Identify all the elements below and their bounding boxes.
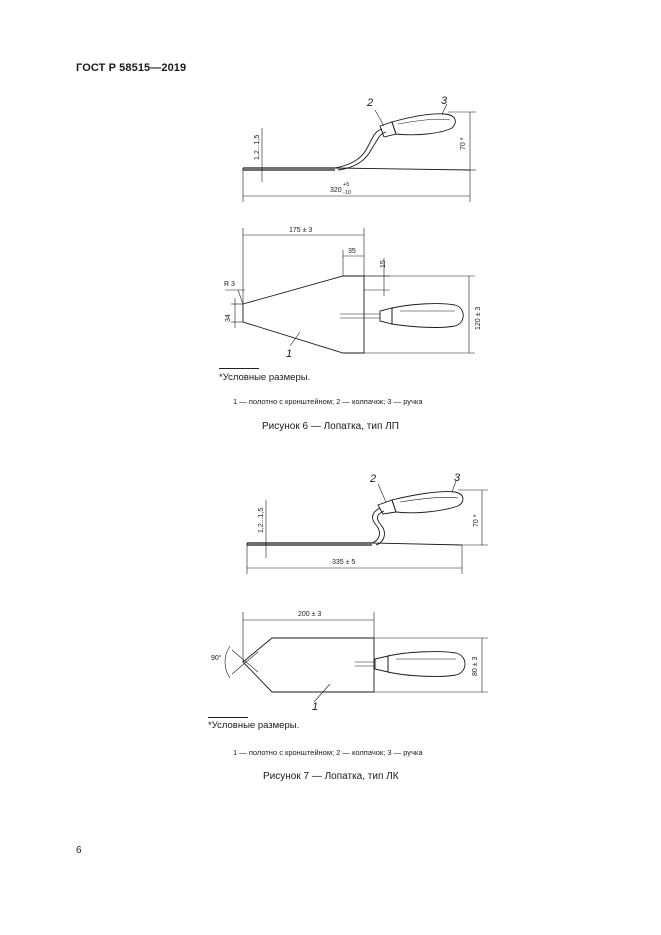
- fig6-footnote: *Условные размеры.: [219, 372, 311, 383]
- fig7-footnote: *Условные размеры.: [208, 720, 300, 731]
- fig7-caption: Рисунок 7 — Лопатка, тип ЛК: [263, 771, 399, 782]
- fig6-top-35-label: 35: [348, 248, 356, 255]
- fig7-footnote-rule: [208, 717, 248, 718]
- fig7-side-callout-2: 2: [370, 473, 377, 485]
- fig6-side-thickness-label: 1,2...1,5: [254, 134, 261, 160]
- fig6-top-15-label: 15: [380, 260, 387, 268]
- fig6-top-callout-1: 1: [286, 348, 293, 360]
- fig7-side-callout-3: 3: [454, 472, 461, 484]
- fig6-top-120-label: 120 ± 3: [475, 306, 482, 330]
- fig7-top-80-label: 80 ± 3: [472, 656, 479, 676]
- fig7-side-length-label: 335 ± 5: [332, 559, 356, 566]
- fig7-top-callout-1: 1: [312, 701, 319, 713]
- fig7-legend: 1 — полотно с кронштейном; 2 — колпачок; 3 — ручка: [233, 748, 423, 757]
- fig6-side-callout-3: 3: [441, 95, 448, 107]
- fig6-top-r3-label: R 3: [224, 281, 235, 288]
- document-header: ГОСТ Р 58515—2019: [76, 62, 187, 74]
- fig6-side-length-label: 320: [330, 187, 342, 194]
- fig6-legend: 1 — полотно с кронштейном; 2 — колпачок; 3 — ручка: [233, 397, 423, 406]
- fig7-side-height-label: 70 *: [473, 514, 480, 527]
- fig7-top-width-label: 200 ± 3: [298, 611, 322, 618]
- fig6-side-callout-2: 2: [367, 97, 374, 109]
- fig7-top-angle-label: 90°: [211, 655, 222, 662]
- fig6-side-height-label: 70 *: [460, 137, 467, 150]
- fig6-caption: Рисунок 6 — Лопатка, тип ЛП: [262, 421, 399, 432]
- fig6-side-length-upper: +5: [343, 182, 350, 188]
- fig6-top-34-label: 34: [225, 314, 232, 322]
- fig7-side-thickness-label: 1,2...1,5: [258, 507, 265, 533]
- page-number: 6: [76, 845, 82, 856]
- fig6-top-width-label: 175 ± 3: [289, 227, 313, 234]
- fig6-side-length-lower: -10: [343, 190, 351, 196]
